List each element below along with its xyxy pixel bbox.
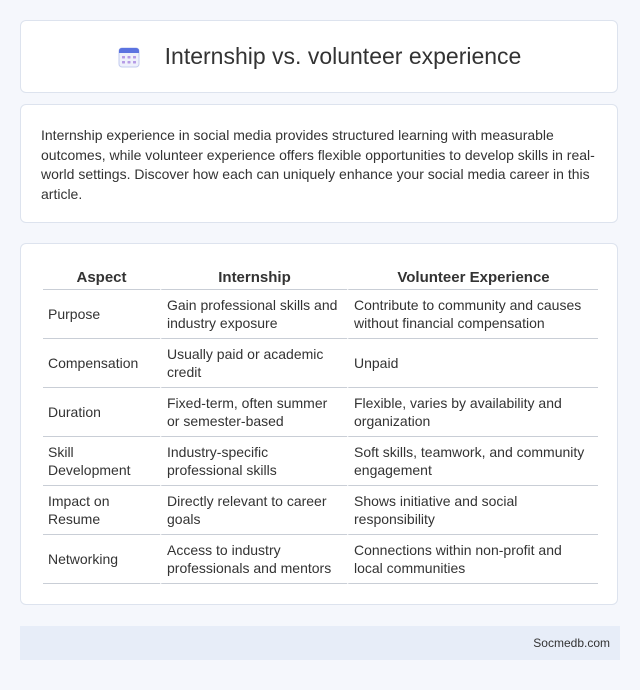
- cell-internship: Industry-specific professional skills: [160, 437, 347, 486]
- cell-aspect: Duration: [43, 388, 160, 437]
- cell-internship: Gain professional skills and industry exposure: [160, 290, 347, 339]
- cell-aspect: Purpose: [43, 290, 160, 339]
- calendar-icon: [117, 45, 141, 69]
- cell-volunteer: Soft skills, teamwork, and community engagement: [347, 437, 598, 486]
- table-row: [43, 290, 598, 339]
- cell-volunteer: Connections within non-profit and local communities: [347, 535, 598, 584]
- footer-bar: [20, 626, 620, 660]
- footer-site-name: Socmedb.com: [533, 636, 610, 650]
- cell-aspect: Compensation: [43, 339, 160, 388]
- cell-volunteer: Unpaid: [347, 339, 598, 388]
- header-internship: Internship: [160, 266, 347, 290]
- header-volunteer: Volunteer Experience: [347, 266, 598, 290]
- table-row: [43, 339, 598, 388]
- table-row: [43, 486, 598, 535]
- page-title: Internship vs. volunteer experience: [164, 43, 522, 69]
- table-row: [43, 437, 598, 486]
- cell-volunteer: Contribute to community and causes without financial compensation: [347, 290, 598, 339]
- intro-paragraph: Internship experience in social media provides structured learning with measurable outcomes, while volunteer experience offers flexible opportunities to develop skills in real-world settings. Discover how each can uniquely enhance your social media career in this article.: [41, 127, 595, 202]
- cell-internship: Access to industry professionals and mentors: [160, 535, 347, 584]
- table-row: [43, 388, 598, 437]
- cell-internship: Directly relevant to career goals: [160, 486, 347, 535]
- cell-aspect: Skill Development: [43, 437, 160, 486]
- header-aspect: Aspect: [43, 266, 160, 290]
- comparison-card: [20, 243, 618, 605]
- cell-internship: Fixed-term, often summer or semester-based: [160, 388, 347, 437]
- header-card: [20, 20, 618, 93]
- table-row: [43, 535, 598, 584]
- cell-volunteer: Shows initiative and social responsibility: [347, 486, 598, 535]
- comparison-table: [43, 266, 598, 584]
- intro-card: [20, 104, 618, 223]
- cell-volunteer: Flexible, varies by availability and organization: [347, 388, 598, 437]
- table-header-row: [43, 266, 598, 290]
- cell-internship: Usually paid or academic credit: [160, 339, 347, 388]
- cell-aspect: Impact on Resume: [43, 486, 160, 535]
- cell-aspect: Networking: [43, 535, 160, 584]
